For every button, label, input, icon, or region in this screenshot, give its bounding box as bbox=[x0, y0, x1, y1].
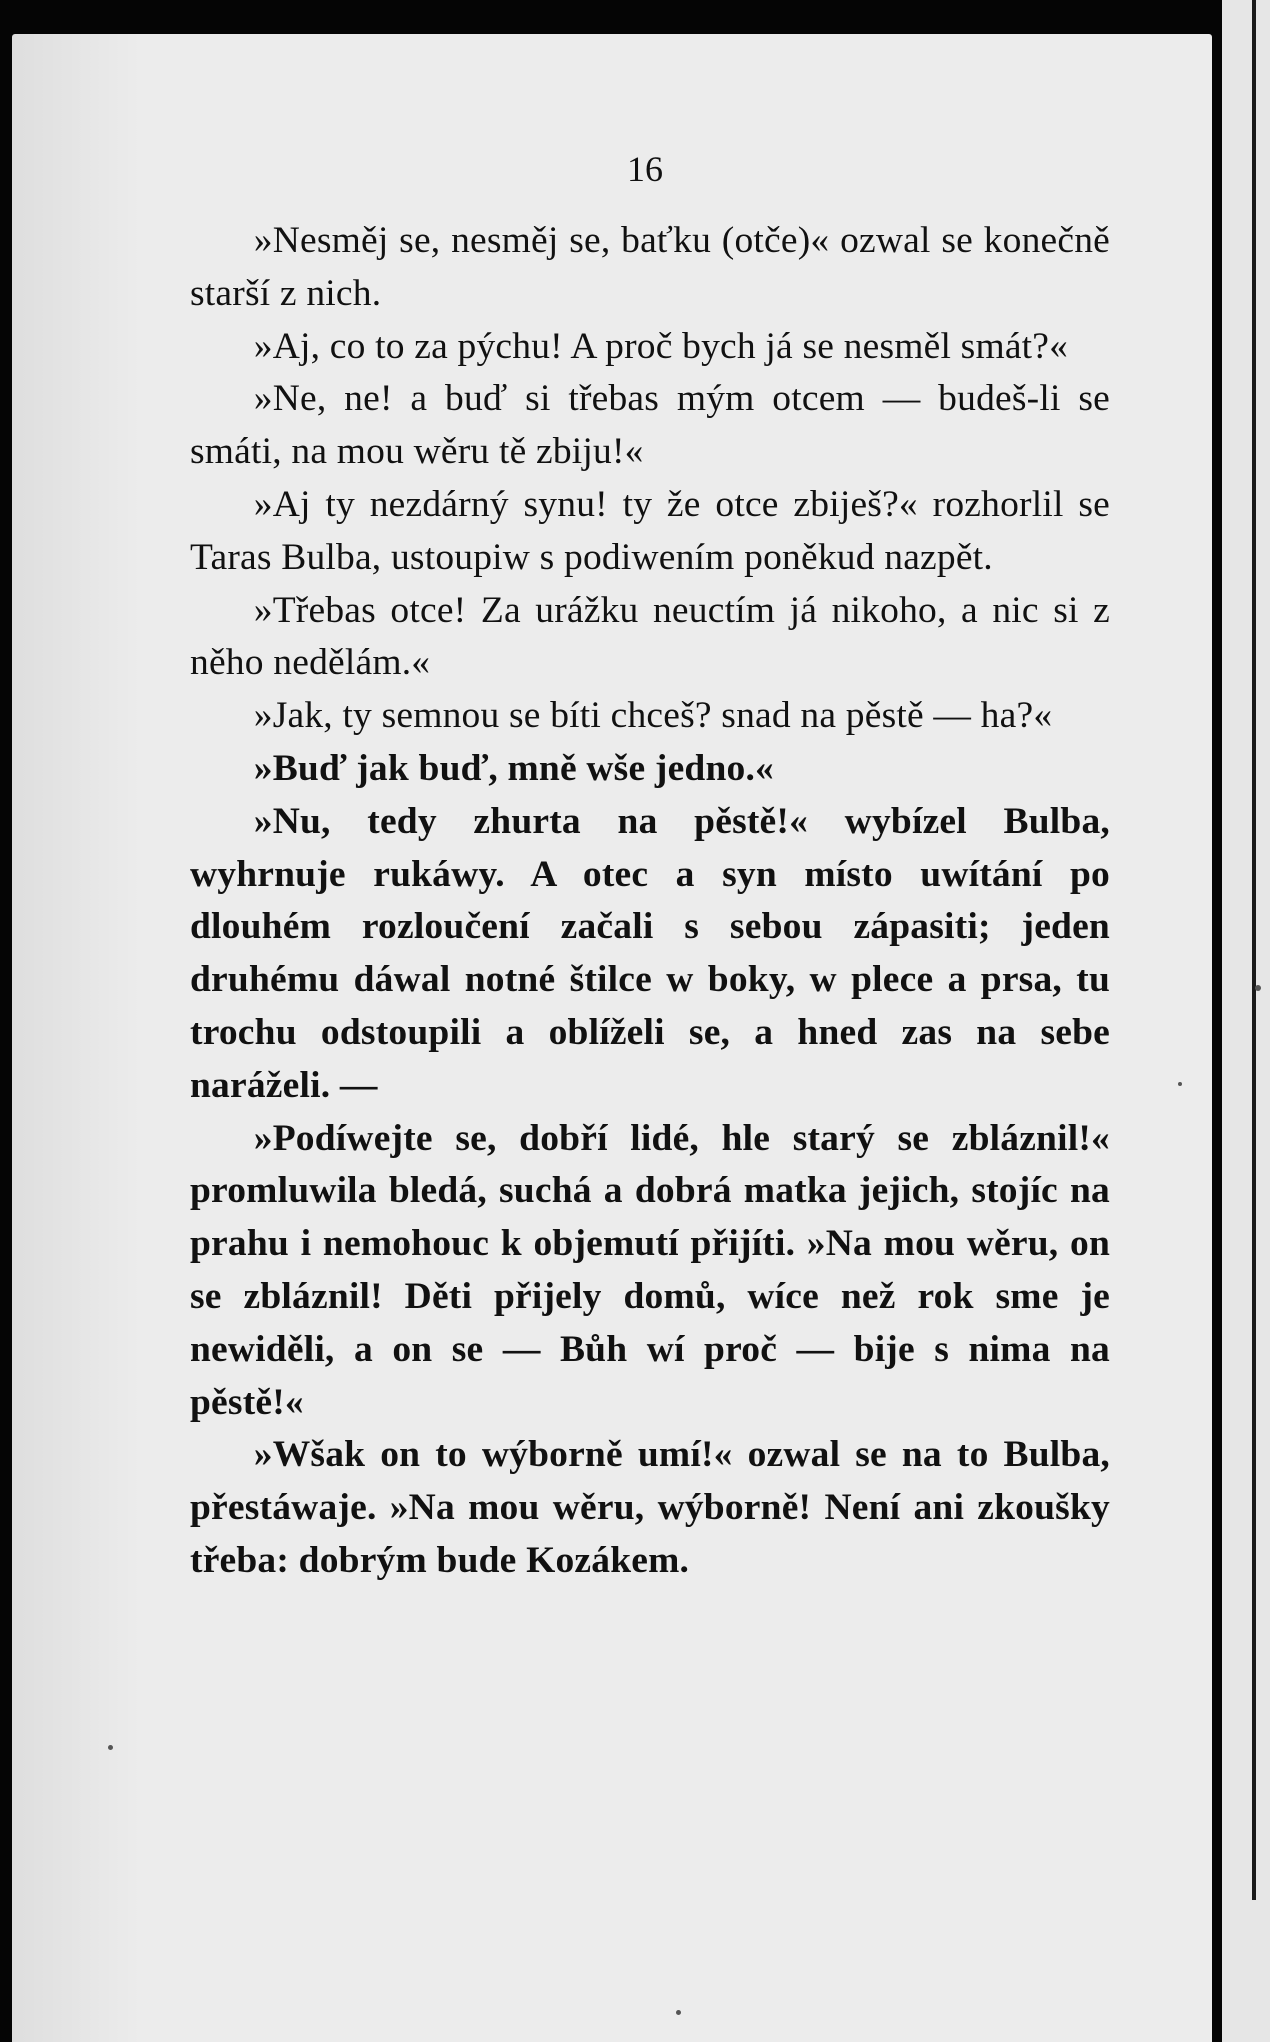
paragraph: »Jak, ty semnou se bíti chceš? snad na pěstě — ha?« bbox=[253, 695, 1053, 737]
adjacent-page-edge bbox=[1222, 0, 1270, 2042]
print-speck bbox=[676, 2010, 681, 2015]
print-speck bbox=[108, 1745, 113, 1750]
paragraph: »Wšak on to wýborně umí!« ozwal se na to Bulba, přestáwaje. »Na mou wěru, wýborně! Není ani zkoušky třeba: dobrým bude Kozákem. bbox=[190, 1434, 1110, 1581]
paragraph: »Aj ty nezdárný synu! ty že otce zbiješ?« rozhorlil se Taras Bulba, ustoupiw s podiwením poněkud nazpět. bbox=[190, 483, 1110, 578]
paragraph: »Nu, tedy zhurta na pěstě!« wybízel Bulba, wyhrnuje rukáwy. A otec a syn místo uwítání po dlouhém rozloučení začali s sebou zápasiti; jeden druhému dáwal notné štilce w boky, w plece a prsa, tu trochu odstoupili a oblíželi se, a hned zas na sebe naráželi. — bbox=[190, 800, 1110, 1106]
paragraph: »Třebas otce! Za urážku neuctím já nikoho, a nic si z něho nedělám.« bbox=[190, 589, 1110, 684]
paragraph: »Aj, co to za pýchu! A proč bych já se nesměl smát?« bbox=[253, 325, 1069, 367]
body-text bbox=[190, 215, 1110, 1588]
paragraph: »Nesměj se, nesměj se, baťku (otče)« ozwal se konečně starší z nich. bbox=[190, 220, 1110, 314]
paragraph: »Podíwejte se, dobří lidé, hle starý se zbláznil!« promluwila bledá, suchá a dobrá matka jejich, stojíc na prahu i nemohouc k objemutí přijíti. »Na mou wěru, on se zbláznil! Děti přijely domů, wíce než rok sme je newiděli, a on se — Bůh wí proč — bije s nima na pěstě!« bbox=[190, 1117, 1110, 1423]
print-speck bbox=[1178, 1082, 1182, 1086]
print-speck bbox=[1255, 985, 1261, 991]
page-number: 16 bbox=[627, 149, 663, 189]
paragraph: »Buď jak buď, mně wše jedno.« bbox=[253, 747, 775, 789]
paragraph: »Ne, ne! a buď si třebas mým otcem — budeš-li se smáti, na mou wěru tě zbiju!« bbox=[190, 378, 1110, 473]
